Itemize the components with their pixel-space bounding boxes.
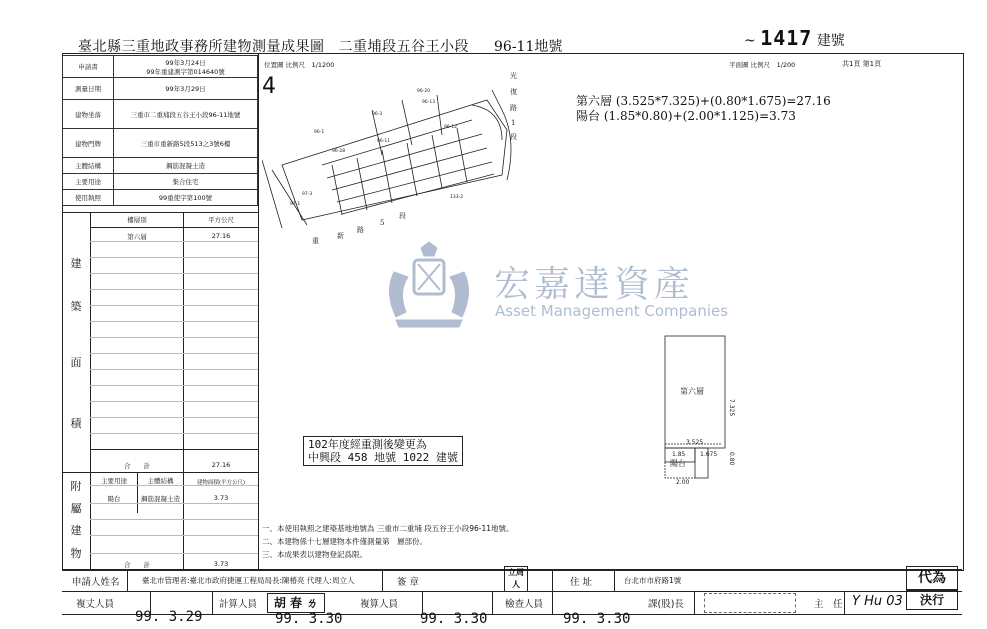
divider bbox=[90, 257, 258, 258]
calculator-stamp: 胡 春 ㄌ bbox=[267, 593, 325, 613]
divider bbox=[90, 485, 258, 486]
lot-label: 97-3 bbox=[302, 192, 313, 197]
formula-balcony: 陽台 (1.85*0.80)+(2.00*1.125)=3.73 bbox=[576, 109, 796, 123]
info-value: 99重使字第100號 bbox=[114, 190, 258, 206]
building-number-suffix: 建號 bbox=[816, 33, 845, 49]
vertical-label-char: 建 bbox=[70, 524, 82, 537]
area-value: 27.16 bbox=[211, 232, 231, 240]
note-line: 二、本建物係十七層建物本件僅測量第 層部份。 bbox=[262, 537, 427, 546]
table-row bbox=[63, 190, 258, 206]
resurvey-line: 中興段 458 地號 1022 建號 bbox=[308, 451, 458, 464]
col-structure-header: 主體結構 bbox=[147, 477, 174, 485]
vertical-label-char: 面 bbox=[70, 356, 82, 369]
attached-table bbox=[62, 472, 258, 570]
divider bbox=[90, 401, 258, 402]
floor-label: 第六層 bbox=[680, 387, 704, 396]
office-title: 臺北縣三重地政事務所建物測量成果圖 bbox=[78, 39, 325, 55]
divider bbox=[90, 519, 258, 520]
site-plan-caption-text: 位置圖 bbox=[264, 61, 284, 69]
road-char: 路 bbox=[357, 226, 364, 234]
crest-logo-icon bbox=[374, 232, 484, 332]
lot-number: 96-11地號 bbox=[494, 39, 563, 55]
divider bbox=[90, 353, 258, 354]
footer-row-applicant bbox=[62, 569, 962, 592]
lot-label: 96-28 bbox=[332, 149, 346, 154]
watermark-subtitle: Asset Management Companies bbox=[495, 302, 729, 320]
table-row bbox=[63, 174, 258, 190]
area-total-label: 合 計 bbox=[124, 462, 150, 470]
divider bbox=[492, 592, 493, 614]
divider bbox=[90, 213, 91, 473]
page-info: 共1頁 第1頁 bbox=[842, 60, 882, 68]
info-label: 使用執照 bbox=[63, 190, 114, 206]
info-label: 測量日期 bbox=[63, 78, 114, 100]
divider bbox=[90, 449, 258, 450]
address-label: 住 址 bbox=[570, 577, 593, 588]
vertical-label-char: 建 bbox=[70, 257, 82, 270]
building-number bbox=[744, 26, 845, 50]
lot-label: 97-1 bbox=[290, 202, 301, 207]
divider bbox=[552, 592, 553, 614]
plan-caption bbox=[729, 60, 795, 69]
applicant-value: 臺北市管理者:臺北市政府捷運工程局局長:陳椿亮 代理人:周立人 bbox=[142, 576, 355, 585]
proxy-stamp-bottom: 決行 bbox=[906, 590, 958, 610]
section-name: 二重埔段五谷王小段 bbox=[338, 39, 469, 55]
road-char: 重 bbox=[312, 237, 319, 245]
chief-stamp-area bbox=[704, 593, 796, 613]
divider bbox=[90, 473, 91, 570]
site-plan-caption bbox=[264, 60, 334, 69]
info-value: 99年3月29日 bbox=[114, 78, 258, 100]
attached-area: 3.73 bbox=[213, 494, 229, 502]
director-signature: Y Hu 03 bbox=[852, 594, 903, 609]
building-number-value: 1417 bbox=[760, 26, 813, 50]
info-value: 集合住宅 bbox=[114, 174, 258, 190]
divider bbox=[90, 321, 258, 322]
seal-label: 簽 章 bbox=[397, 577, 420, 588]
site-plan-scale: 比例尺 1/1200 bbox=[285, 61, 335, 69]
lot-label: 96-3 bbox=[372, 112, 383, 117]
divider bbox=[90, 535, 258, 536]
info-label: 主體結構 bbox=[63, 158, 114, 174]
divider bbox=[90, 289, 258, 290]
handwritten-mark: 4 bbox=[262, 74, 276, 99]
divider bbox=[183, 213, 184, 473]
divider bbox=[127, 570, 128, 592]
info-label: 申請書 bbox=[63, 56, 114, 78]
lot-label: 96-13 bbox=[422, 100, 436, 105]
vertical-label-char: 屬 bbox=[70, 502, 82, 515]
watermark-name: 宏嘉達資產 bbox=[494, 264, 695, 305]
divider bbox=[694, 592, 695, 614]
info-value: 三重市二重埔段五谷王小段96-11地號 bbox=[114, 100, 258, 129]
road-char: 路 bbox=[510, 104, 517, 112]
chief-label: 課(股)長 bbox=[648, 599, 684, 610]
vertical-label-char: 築 bbox=[70, 300, 82, 313]
formula-sixth-floor: 第六層 (3.525*7.325)+(0.80*1.675)=27.16 bbox=[576, 94, 831, 108]
vertical-label-char: 積 bbox=[70, 417, 82, 430]
road-char: 段 bbox=[399, 212, 406, 220]
attached-structure: 鋼筋混凝土造 bbox=[141, 495, 180, 503]
divider bbox=[212, 592, 213, 614]
vertical-label-char: 物 bbox=[70, 547, 82, 560]
road-char: 1 bbox=[511, 119, 516, 127]
road-char: 5 bbox=[380, 219, 385, 227]
info-label: 建物坐落 bbox=[63, 100, 114, 129]
proxy-stamp-top: 代為 bbox=[906, 566, 958, 590]
col-area-header: 平方公尺 bbox=[208, 216, 234, 224]
divider bbox=[90, 385, 258, 386]
divider bbox=[183, 473, 184, 570]
lot-label: 96-12 bbox=[444, 125, 458, 130]
divider bbox=[90, 273, 258, 274]
table-row bbox=[63, 158, 258, 174]
divider bbox=[90, 433, 258, 434]
area-floor: 第六層 bbox=[127, 233, 147, 241]
checker-label: 複算人員 bbox=[360, 599, 399, 610]
lot-label: 96-1 bbox=[314, 130, 325, 135]
dim-c: 0.80 bbox=[728, 452, 735, 466]
date-calc: 99. 3.30 bbox=[275, 611, 343, 627]
divider bbox=[90, 241, 258, 242]
info-value bbox=[114, 56, 258, 78]
divider bbox=[844, 592, 845, 614]
road-char: 段 bbox=[510, 133, 517, 141]
divider bbox=[90, 337, 258, 338]
notes-block bbox=[262, 522, 514, 561]
resurvey-stamp bbox=[303, 436, 463, 466]
reviewer-label: 複丈人員 bbox=[76, 599, 115, 610]
dim-a: 1.85 bbox=[672, 451, 686, 458]
table-row bbox=[63, 78, 258, 100]
balcony-label: 陽台 bbox=[670, 459, 686, 468]
table-row bbox=[63, 100, 258, 129]
divider bbox=[614, 570, 615, 592]
resurvey-line: 102年度經重測後變更為 bbox=[308, 438, 427, 451]
attached-total: 3.73 bbox=[213, 560, 229, 568]
divider bbox=[90, 417, 258, 418]
road-char: 復 bbox=[510, 88, 517, 96]
address-value: 台北市市府路1號 bbox=[624, 576, 682, 585]
road-char: 光 bbox=[510, 72, 517, 80]
col-area-header: 建物面積(平方公尺) bbox=[196, 480, 246, 486]
divider bbox=[90, 553, 258, 554]
attached-use: 陽台 bbox=[107, 495, 121, 503]
date-check: 99. 3.30 bbox=[420, 611, 488, 627]
divider bbox=[90, 305, 258, 306]
info-label: 建物門牌 bbox=[63, 129, 114, 158]
date-inspect: 99. 3.30 bbox=[563, 611, 631, 627]
seal-stamp: 立周人 bbox=[504, 566, 528, 592]
dim-d: 2.00 bbox=[676, 479, 690, 486]
divider bbox=[382, 570, 383, 592]
divider bbox=[90, 503, 258, 504]
inspector-label: 檢查人員 bbox=[505, 599, 544, 610]
applicant-label: 申請人姓名 bbox=[72, 577, 120, 588]
divider bbox=[552, 570, 553, 592]
info-label: 主要用途 bbox=[63, 174, 114, 190]
note-line: 三、本成果表以建物登記爲限。 bbox=[262, 550, 367, 559]
site-plan-map bbox=[262, 70, 522, 245]
info-value-line: 99年重建測字第014640號 bbox=[146, 67, 225, 76]
vertical-label-char: 附 bbox=[70, 480, 82, 493]
lot-label: 96-11 bbox=[377, 139, 391, 144]
dim-height: 7.325 bbox=[728, 399, 735, 417]
attached-total-label: 合 計 bbox=[124, 561, 150, 569]
date-review: 99. 3.29 bbox=[135, 609, 203, 625]
calculator-label: 計算人員 bbox=[219, 599, 258, 610]
info-value-line: 99年3月24日 bbox=[165, 58, 206, 67]
table-row bbox=[63, 56, 258, 78]
plan-scale: 比例尺 1/200 bbox=[750, 61, 796, 69]
table-row bbox=[63, 129, 258, 158]
floor-plan-drawing bbox=[660, 334, 740, 486]
info-table bbox=[62, 55, 258, 206]
dim-b: 1.675 bbox=[700, 451, 718, 458]
divider bbox=[90, 227, 258, 228]
lot-label: 96-20 bbox=[417, 89, 431, 94]
plan-caption-text: 平面圖 bbox=[729, 61, 749, 69]
area-total: 27.16 bbox=[211, 461, 231, 469]
note-line: 一、本使用執照之建築基地地號為 三重市二重埔 段五谷王小段96-11地號。 bbox=[262, 524, 514, 533]
divider bbox=[90, 369, 258, 370]
info-value: 三重市重新路5段513之3號6樓 bbox=[114, 129, 258, 158]
director-label: 主 任 bbox=[814, 599, 843, 610]
lot-label: 133-2 bbox=[450, 195, 464, 200]
col-use-header: 主要用途 bbox=[101, 477, 127, 485]
info-value: 鋼筋混凝土造 bbox=[114, 158, 258, 174]
building-number-prefix: ~ bbox=[744, 33, 756, 49]
road-char: 新 bbox=[337, 232, 344, 240]
dim-width: 3.525 bbox=[686, 439, 704, 446]
col-floor-header: 樓層別 bbox=[127, 216, 147, 224]
